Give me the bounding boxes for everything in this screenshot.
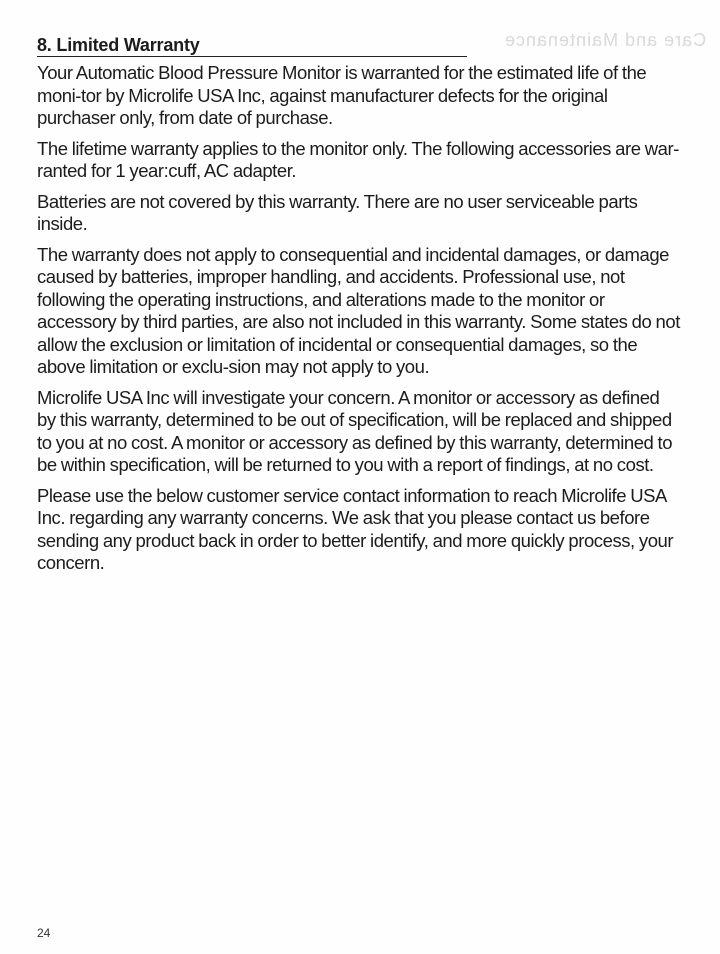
paragraph-lifetime-warranty: The lifetime warranty applies to the monitor only. The following accessories are war-ranted for 1 year:cuff, AC adapter. — [37, 137, 679, 181]
paragraph-exclusions: The warranty does not apply to consequential and incidental damages, or damage caused by batteries, improper handling, and accidents. Professional use, not following the operating instructions, and alterations made to the monitor or accessory by third parties, are also not included in this warranty. Some states do not allow the exclusion or limitation of incidental or consequential damages, so the above limitation or exclu-sion may not apply to you. — [37, 243, 680, 377]
paragraph-contact: Please use the below customer service contact information to reach Microlife USA Inc. regarding any warranty concerns. We ask that you please contact us before sending any product back in order to better identify, and more quickly process, your concern. — [37, 484, 674, 573]
section-heading: 8. Limited Warranty — [37, 35, 200, 55]
paragraph-batteries: Batteries are not covered by this warranty. There are no user serviceable parts inside. — [37, 190, 638, 234]
warranty-body — [37, 62, 682, 583]
bleed-through-text: Care and Maintenance — [503, 30, 706, 50]
heading-underline — [37, 56, 467, 57]
paragraph-warranty-scope: Your Automatic Blood Pressure Monitor is warranted for the estimated life of the moni-tor by Microlife USA Inc, against manufacturer defects for the original purchaser only, from date of purchase. — [37, 62, 647, 128]
paragraph-investigation: Microlife USA Inc will investigate your concern. A monitor or accessory as defined by this warranty, determined to be out of specification, will be replaced and shipped to you at no cost. A monitor or accessory as defined by this warranty, determined to be within specification, will be returned to you with a report of findings, at no cost. — [37, 386, 673, 475]
page-number: 24 — [37, 926, 51, 940]
section-header — [37, 34, 677, 57]
